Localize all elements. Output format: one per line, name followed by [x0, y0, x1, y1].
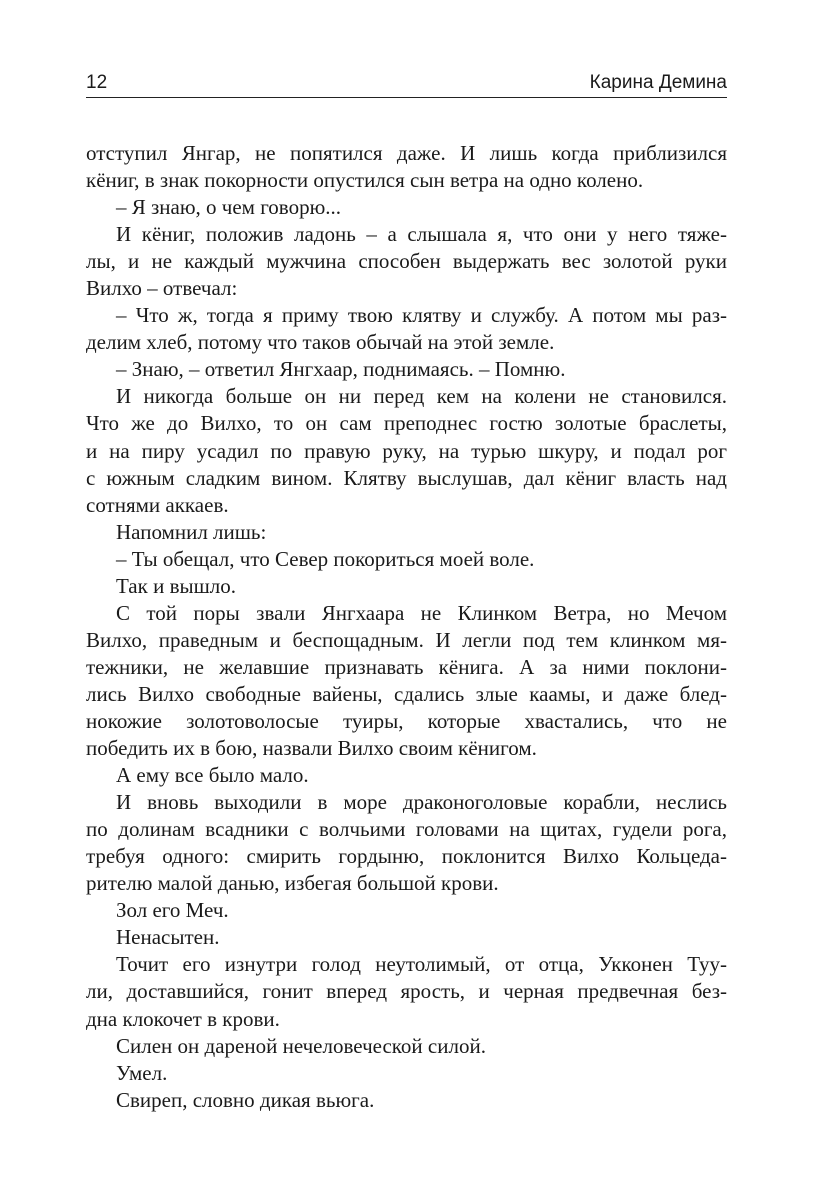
- text-line: Свиреп, словно дикая вьюга.: [116, 1087, 375, 1112]
- text-line: – Ты обещал, что Север покориться моей воле.: [116, 546, 535, 571]
- text-line: тежники, не желавшие признавать кёнига. А за ними поклони-: [86, 654, 727, 679]
- text-line: лы, и не каждый мужчина способен выдержать вес золотой руки: [86, 249, 727, 274]
- text-line: И вновь выходили в море драконоголовые корабли, неслись: [116, 790, 727, 815]
- text-line: С той поры звали Янгхаара не Клинком Ветра, но Мечом: [116, 600, 727, 625]
- text-line: Так и вышло.: [116, 573, 236, 598]
- text-line: – Я знаю, о чем говорю...: [116, 195, 342, 220]
- running-header-author: Карина Демина: [589, 72, 727, 93]
- text-line: по долинам всадники с волчьими головами на щитах, гудели рога,: [86, 817, 727, 842]
- text-line: и на пиру усадил по правую руку, на турью шкуру, и подал рог: [86, 438, 727, 463]
- text-line: делим хлеб, потому что таков обычай на этой земле.: [86, 330, 555, 355]
- text-line: Напомнил лишь:: [116, 519, 267, 544]
- text-line: И никогда больше он ни перед кем на колени не становился.: [116, 384, 727, 409]
- text-line: Что же до Вилхо, то он сам преподнес гостю золотые браслеты,: [86, 411, 727, 436]
- text-line: ли, доставшийся, гонит вперед ярость, и черная предвечная без-: [86, 979, 727, 1004]
- text-line: А ему все было мало.: [116, 763, 309, 788]
- text-line: Ненасытен.: [116, 925, 220, 950]
- text-line: – Что ж, тогда я приму твою клятву и службу. А потом мы раз-: [116, 303, 727, 328]
- text-line: кёниг, в знак покорности опустился сын ветра на одно колено.: [86, 168, 644, 193]
- text-line: Вилхо, праведным и беспощадным. И легли под тем клинком мя-: [86, 627, 727, 652]
- text-line: – Знаю, – ответил Янгхаар, поднимаясь. – Помню.: [116, 357, 566, 382]
- text-line: Вилхо – отвечал:: [86, 276, 238, 301]
- text-line: Силен он дареной нечеловеческой силой.: [116, 1033, 486, 1058]
- text-line: с южным сладким вином. Клятву выслушав, дал кёниг власть над: [86, 465, 727, 490]
- text-line: И кёниг, положив ладонь – а слышала я, что они у него тяже-: [116, 222, 727, 247]
- text-line: рителю малой данью, избегая большой крови.: [86, 871, 499, 896]
- text-line: победить их в бою, назвали Вилхо своим кёнигом.: [86, 736, 537, 761]
- text-line: Точит его изнутри голод неутолимый, от отца, Укконен Туу-: [116, 952, 727, 977]
- page-number: 12: [86, 72, 108, 93]
- page-body-text: [86, 140, 727, 1114]
- running-header: [86, 70, 727, 98]
- text-line: требуя одного: смирить гордыню, поклонится Вилхо Кольцеда-: [86, 844, 727, 869]
- text-line: лись Вилхо свободные вайены, сдались злые каамы, и даже блед-: [86, 681, 727, 706]
- text-line: дна клокочет в крови.: [86, 1006, 280, 1031]
- text-line: сотнями аккаев.: [86, 492, 229, 517]
- text-line: Умел.: [116, 1060, 168, 1085]
- text-line: отступил Янгар, не попятился даже. И лишь когда приблизился: [86, 141, 727, 165]
- text-line: Зол его Меч.: [116, 898, 229, 923]
- text-line: нокожие золотоволосые туиры, которые хвастались, что не: [86, 708, 727, 733]
